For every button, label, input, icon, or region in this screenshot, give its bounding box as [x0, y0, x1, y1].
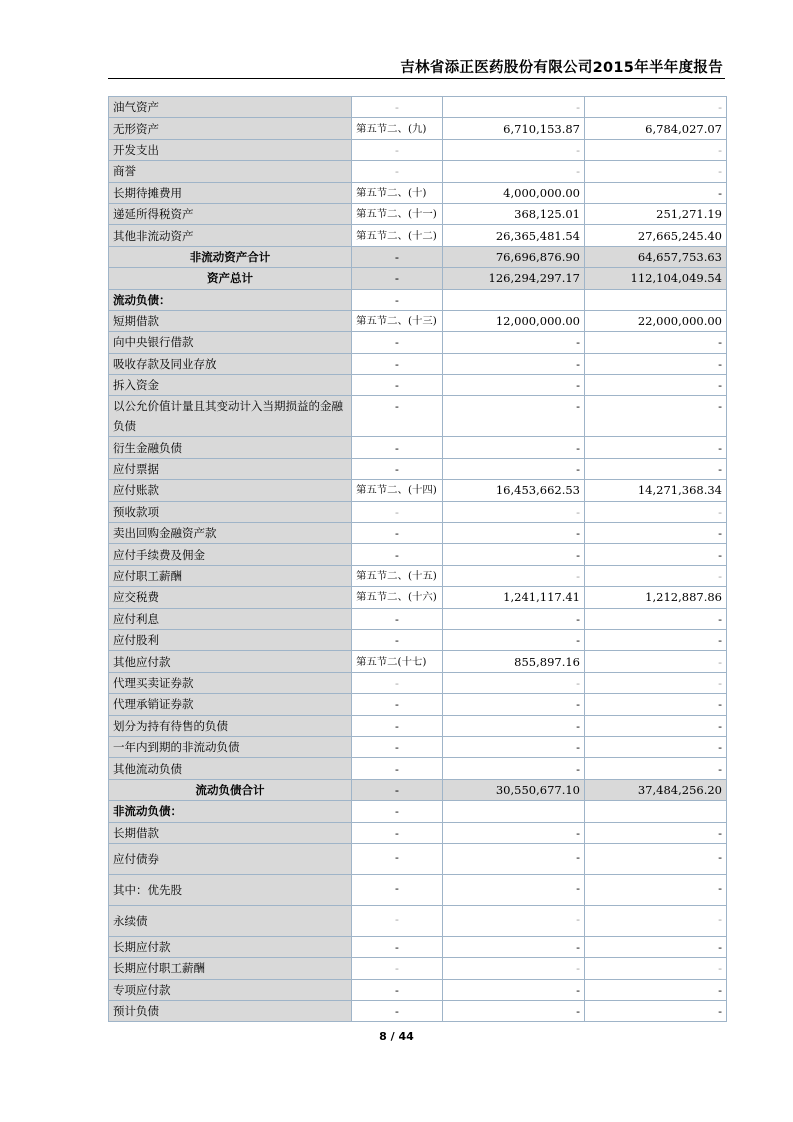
row-note: -: [352, 608, 443, 629]
row-prior-value: -: [585, 1001, 727, 1022]
row-current-value: -: [443, 565, 585, 586]
row-note: -: [352, 458, 443, 479]
row-label: 永续债: [109, 905, 352, 936]
row-label: 非流动资产合计: [109, 246, 352, 267]
row-label: 非流动负债：: [109, 801, 352, 822]
row-prior-value: -: [585, 608, 727, 629]
row-prior-value: -: [585, 97, 727, 118]
row-label: 以公允价值计量且其变动计入当期损益的金融负债: [109, 396, 352, 437]
row-note: -: [352, 672, 443, 693]
row-note: -: [352, 758, 443, 779]
row-current-value: -: [443, 1001, 585, 1022]
table-row: [109, 246, 727, 267]
row-current-value: -: [443, 458, 585, 479]
row-current-value: 368,125.01: [443, 203, 585, 224]
row-prior-value: -: [585, 694, 727, 715]
row-note: -: [352, 523, 443, 544]
row-label: 卖出回购金融资产款: [109, 523, 352, 544]
table-row: [109, 289, 727, 310]
row-current-value: -: [443, 958, 585, 979]
table-row: [109, 822, 727, 843]
row-current-value: 16,453,662.53: [443, 480, 585, 501]
row-label: 其他应付款: [109, 651, 352, 672]
row-current-value: 26,365,481.54: [443, 225, 585, 246]
row-current-value: -: [443, 437, 585, 458]
row-current-value: -: [443, 715, 585, 736]
row-prior-value: -: [585, 936, 727, 957]
row-prior-value: 1,212,887.86: [585, 587, 727, 608]
row-note: -: [352, 822, 443, 843]
row-label: 一年内到期的非流动负债: [109, 736, 352, 757]
row-label: 长期待摊费用: [109, 182, 352, 203]
table-row: [109, 979, 727, 1000]
row-prior-value: -: [585, 565, 727, 586]
table-row: [109, 118, 727, 139]
row-note: -: [352, 936, 443, 957]
row-label: 长期借款: [109, 822, 352, 843]
row-label: 向中央银行借款: [109, 332, 352, 353]
row-current-value: -: [443, 97, 585, 118]
row-prior-value: 64,657,753.63: [585, 246, 727, 267]
table-row: [109, 736, 727, 757]
row-prior-value: -: [585, 905, 727, 936]
row-current-value: -: [443, 139, 585, 160]
table-row: [109, 268, 727, 289]
row-note: -: [352, 779, 443, 800]
row-note: -: [352, 289, 443, 310]
table-row: [109, 565, 727, 586]
table-row: [109, 458, 727, 479]
row-prior-value: 112,104,049.54: [585, 268, 727, 289]
row-prior-value: -: [585, 958, 727, 979]
row-prior-value: 37,484,256.20: [585, 779, 727, 800]
row-label: 无形资产: [109, 118, 352, 139]
page-number: 8 / 44: [379, 1030, 414, 1043]
row-note: -: [352, 801, 443, 822]
row-note: -: [352, 905, 443, 936]
table-row: [109, 629, 727, 650]
row-note: 第五节二(十七): [352, 651, 443, 672]
row-label: 其他流动负债: [109, 758, 352, 779]
table-row: [109, 480, 727, 501]
row-current-value: 4,000,000.00: [443, 182, 585, 203]
table-row: [109, 310, 727, 331]
row-prior-value: -: [585, 458, 727, 479]
row-prior-value: -: [585, 979, 727, 1000]
row-note: -: [352, 1001, 443, 1022]
row-note: 第五节二、(十): [352, 182, 443, 203]
row-note: 第五节二、(十四): [352, 480, 443, 501]
table-row: [109, 587, 727, 608]
row-note: -: [352, 629, 443, 650]
row-prior-value: -: [585, 629, 727, 650]
row-prior-value: -: [585, 544, 727, 565]
row-note: -: [352, 843, 443, 874]
row-label: 专项应付款: [109, 979, 352, 1000]
table-row: [109, 958, 727, 979]
row-prior-value: -: [585, 182, 727, 203]
table-row: [109, 437, 727, 458]
row-prior-value: -: [585, 758, 727, 779]
row-current-value: -: [443, 375, 585, 396]
table-row: [109, 905, 727, 936]
row-label: 应付票据: [109, 458, 352, 479]
row-label: 其中：优先股: [109, 874, 352, 905]
row-current-value: 30,550,677.10: [443, 779, 585, 800]
row-current-value: -: [443, 608, 585, 629]
row-label: 应付债券: [109, 843, 352, 874]
row-prior-value: 27,665,245.40: [585, 225, 727, 246]
row-label: 吸收存款及同业存放: [109, 353, 352, 374]
row-prior-value: 22,000,000.00: [585, 310, 727, 331]
row-label: 应交税费: [109, 587, 352, 608]
row-current-value: 12,000,000.00: [443, 310, 585, 331]
row-note: -: [352, 501, 443, 522]
table-row: [109, 608, 727, 629]
balance-sheet-table: [108, 96, 727, 1022]
row-note: -: [352, 375, 443, 396]
row-current-value: -: [443, 672, 585, 693]
row-prior-value: -: [585, 332, 727, 353]
row-label: 短期借款: [109, 310, 352, 331]
row-label: 开发支出: [109, 139, 352, 160]
row-current-value: -: [443, 843, 585, 874]
row-label: 流动负债：: [109, 289, 352, 310]
row-note: -: [352, 139, 443, 160]
row-prior-value: 14,271,368.34: [585, 480, 727, 501]
row-label: 应付股利: [109, 629, 352, 650]
row-prior-value: -: [585, 396, 727, 437]
row-current-value: -: [443, 396, 585, 437]
table-row: [109, 758, 727, 779]
row-note: -: [352, 736, 443, 757]
table-row: [109, 1001, 727, 1022]
row-label: 资产总计: [109, 268, 352, 289]
row-note: 第五节二、(十一): [352, 203, 443, 224]
row-note: -: [352, 268, 443, 289]
table-row: [109, 936, 727, 957]
row-note: -: [352, 161, 443, 182]
row-prior-value: -: [585, 437, 727, 458]
row-prior-value: [585, 801, 727, 822]
table-row: [109, 843, 727, 874]
table-row: [109, 672, 727, 693]
row-label: 应付职工薪酬: [109, 565, 352, 586]
row-prior-value: -: [585, 672, 727, 693]
row-prior-value: -: [585, 843, 727, 874]
row-note: 第五节二、(十五): [352, 565, 443, 586]
table-row: [109, 651, 727, 672]
row-current-value: -: [443, 758, 585, 779]
table-row: [109, 501, 727, 522]
row-label: 油气资产: [109, 97, 352, 118]
row-note: -: [352, 353, 443, 374]
row-prior-value: -: [585, 822, 727, 843]
row-note: -: [352, 715, 443, 736]
row-note: 第五节二、(十六): [352, 587, 443, 608]
row-prior-value: 251,271.19: [585, 203, 727, 224]
row-current-value: -: [443, 694, 585, 715]
row-prior-value: -: [585, 736, 727, 757]
table-row: [109, 375, 727, 396]
row-note: -: [352, 97, 443, 118]
row-current-value: -: [443, 332, 585, 353]
row-note: -: [352, 437, 443, 458]
table-row: [109, 161, 727, 182]
row-label: 预收款项: [109, 501, 352, 522]
row-prior-value: -: [585, 353, 727, 374]
row-label: 应付账款: [109, 480, 352, 501]
row-label: 代理承销证券款: [109, 694, 352, 715]
row-current-value: -: [443, 979, 585, 1000]
row-note: 第五节二、(十三): [352, 310, 443, 331]
table-row: [109, 203, 727, 224]
row-current-value: -: [443, 353, 585, 374]
row-note: -: [352, 396, 443, 437]
row-label: 其他非流动资产: [109, 225, 352, 246]
row-current-value: -: [443, 544, 585, 565]
row-prior-value: -: [585, 523, 727, 544]
row-prior-value: -: [585, 874, 727, 905]
row-label: 代理买卖证券款: [109, 672, 352, 693]
row-note: 第五节二、(十二): [352, 225, 443, 246]
row-current-value: -: [443, 629, 585, 650]
row-prior-value: -: [585, 161, 727, 182]
row-current-value: [443, 289, 585, 310]
row-prior-value: -: [585, 139, 727, 160]
table-row: [109, 225, 727, 246]
table-row: [109, 715, 727, 736]
row-current-value: 126,294,297.17: [443, 268, 585, 289]
table-row: [109, 544, 727, 565]
table-row: [109, 779, 727, 800]
row-current-value: -: [443, 936, 585, 957]
row-prior-value: -: [585, 375, 727, 396]
row-note: -: [352, 694, 443, 715]
row-note: -: [352, 246, 443, 267]
row-current-value: -: [443, 822, 585, 843]
header-rule: [108, 78, 725, 79]
row-prior-value: -: [585, 651, 727, 672]
row-note: -: [352, 979, 443, 1000]
table-row: [109, 182, 727, 203]
row-label: 应付手续费及佣金: [109, 544, 352, 565]
row-current-value: 76,696,876.90: [443, 246, 585, 267]
row-label: 拆入资金: [109, 375, 352, 396]
row-label: 递延所得税资产: [109, 203, 352, 224]
table-row: [109, 139, 727, 160]
row-prior-value: -: [585, 715, 727, 736]
row-label: 流动负债合计: [109, 779, 352, 800]
row-label: 长期应付职工薪酬: [109, 958, 352, 979]
table-row: [109, 801, 727, 822]
row-note: -: [352, 332, 443, 353]
row-current-value: -: [443, 874, 585, 905]
table-row: [109, 694, 727, 715]
row-label: 衍生金融负债: [109, 437, 352, 458]
table-row: [109, 332, 727, 353]
row-current-value: -: [443, 523, 585, 544]
row-note: -: [352, 544, 443, 565]
row-current-value: 1,241,117.41: [443, 587, 585, 608]
table-row: [109, 523, 727, 544]
row-prior-value: 6,784,027.07: [585, 118, 727, 139]
row-current-value: -: [443, 161, 585, 182]
row-label: 应付利息: [109, 608, 352, 629]
row-prior-value: -: [585, 501, 727, 522]
table-row: [109, 353, 727, 374]
row-current-value: [443, 801, 585, 822]
row-prior-value: [585, 289, 727, 310]
row-label: 预计负债: [109, 1001, 352, 1022]
row-current-value: 6,710,153.87: [443, 118, 585, 139]
table-row: [109, 396, 727, 437]
table-row: [109, 97, 727, 118]
row-note: -: [352, 958, 443, 979]
table-row: [109, 874, 727, 905]
row-note: -: [352, 874, 443, 905]
row-label: 划分为持有待售的负债: [109, 715, 352, 736]
row-current-value: 855,897.16: [443, 651, 585, 672]
row-current-value: -: [443, 501, 585, 522]
report-header-title: 吉林省添正医药股份有限公司2015年半年度报告: [400, 60, 723, 76]
row-current-value: -: [443, 736, 585, 757]
row-current-value: -: [443, 905, 585, 936]
row-note: 第五节二、(九): [352, 118, 443, 139]
row-label: 长期应付款: [109, 936, 352, 957]
row-label: 商誉: [109, 161, 352, 182]
